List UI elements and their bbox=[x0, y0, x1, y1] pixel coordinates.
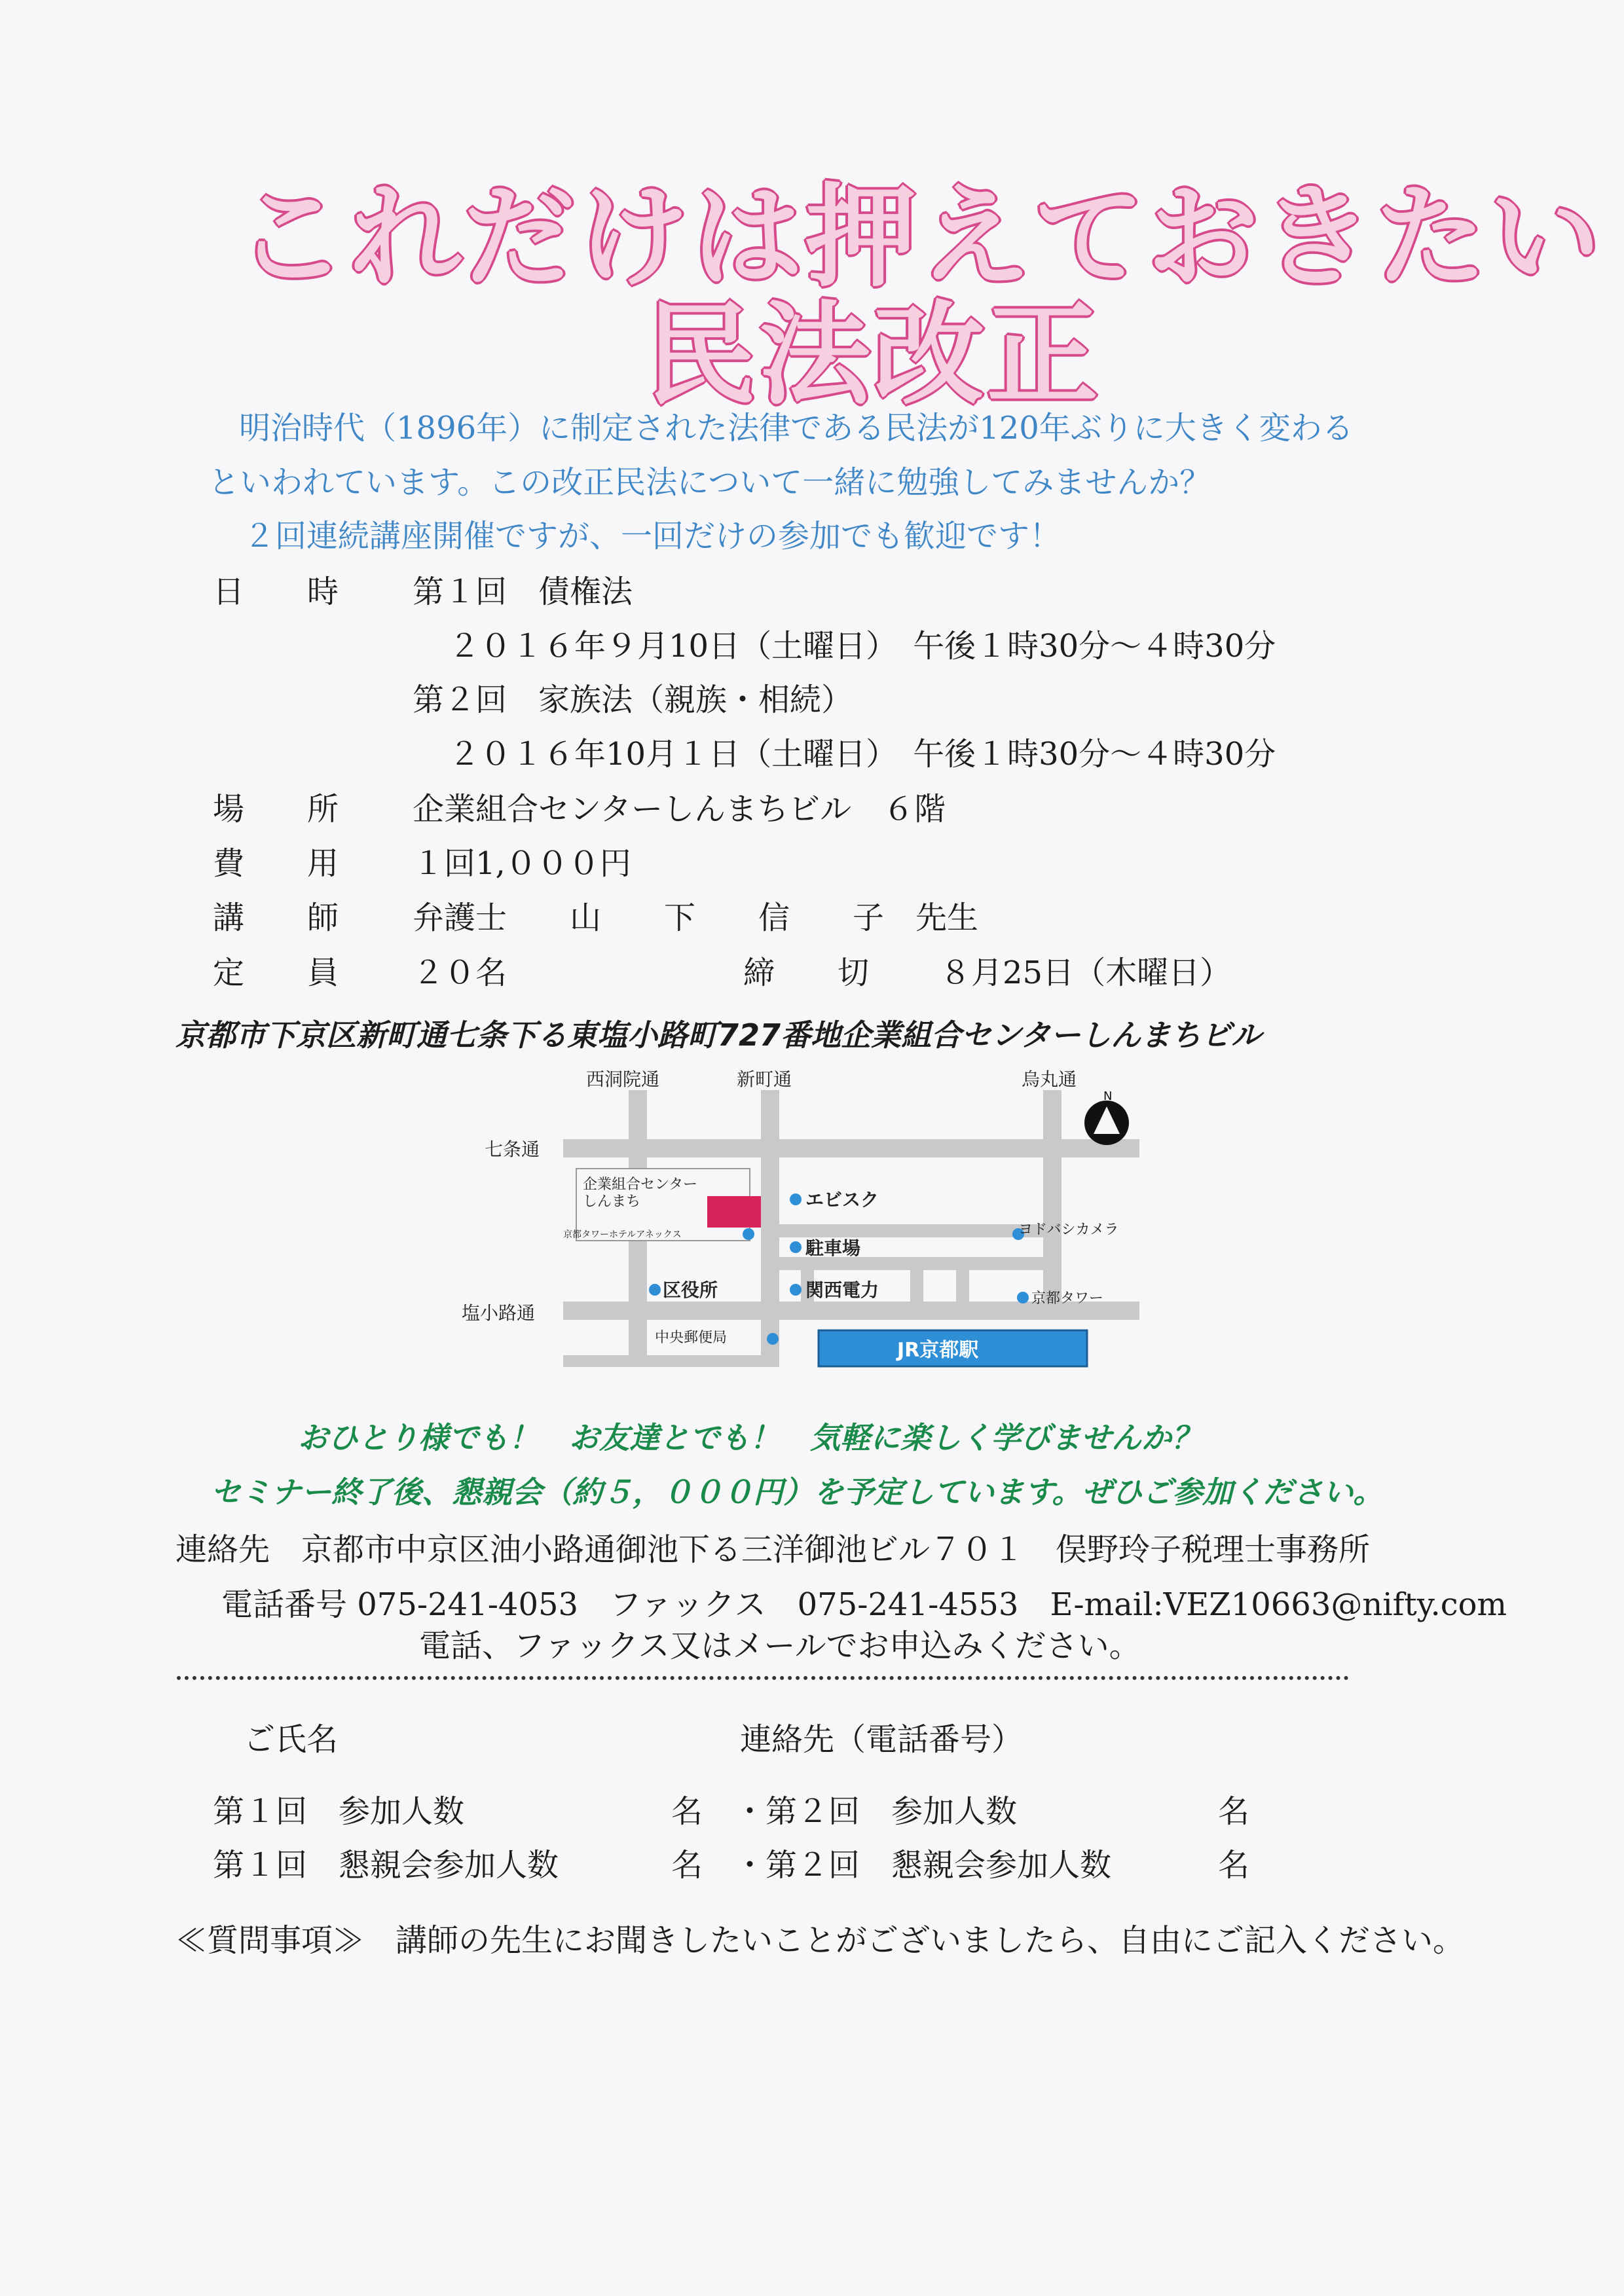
map-yodobashi: ヨドバシカメラ bbox=[1018, 1222, 1119, 1238]
venue-label: 場 所 bbox=[213, 791, 339, 828]
lecturer-label: 講 師 bbox=[213, 900, 339, 936]
access-map bbox=[458, 1061, 1153, 1375]
map-north: N bbox=[1103, 1089, 1113, 1103]
intro-line-3: ２回連続講座開催ですが、一回だけの参加でも歓迎です！ bbox=[244, 518, 1061, 555]
form-row2-mid: 名 ・第２回 懇親会参加人数 bbox=[671, 1847, 1112, 1884]
page-title: これだけは押えておきたい bbox=[236, 173, 1604, 302]
contact-instruction: 電話、ファックス又はメールでお申込みください。 bbox=[419, 1628, 1141, 1664]
venue-value: 企業組合センターしんまちビル ６階 bbox=[413, 791, 946, 828]
form-row2-right: 名 bbox=[1218, 1847, 1250, 1884]
map-venue-name-2: しんまち bbox=[583, 1194, 641, 1210]
form-name-label: ご氏名 bbox=[244, 1721, 339, 1758]
map-parking: 駐車場 bbox=[805, 1237, 861, 1259]
contact-phone-email: 電話番号 075-241-4053 ファックス 075-241-4553 E-mail:VEZ10663@nifty.com bbox=[221, 1586, 1507, 1623]
deadline-label: 締 切 bbox=[743, 955, 870, 991]
form-row2-left: 第１回 懇親会参加人数 bbox=[213, 1847, 559, 1884]
page-subtitle: 民法改正 bbox=[645, 291, 1101, 420]
session-1-title: 第１回 債権法 bbox=[413, 574, 633, 610]
venue-address: 京都市下京区新町通七条下る東塩小路町727番地企業組合センターしんまちビル bbox=[175, 1017, 1262, 1053]
form-row1-left: 第１回 参加人数 bbox=[213, 1793, 465, 1830]
cut-line bbox=[177, 1676, 1349, 1680]
form-row1-right: 名 bbox=[1218, 1793, 1250, 1830]
map-street-shichijo: 七条通 bbox=[485, 1139, 540, 1160]
fee-value: １回1,０００円 bbox=[413, 845, 631, 882]
map-kyoto-tower: 京都タワー bbox=[1031, 1290, 1104, 1307]
intro-line-1: 明治時代（1896年）に制定された法律である民法が120年ぶりに大きく変わる bbox=[239, 410, 1354, 446]
map-street-karasuma: 烏丸通 bbox=[1022, 1068, 1077, 1090]
map-street-nishinotoin: 西洞院通 bbox=[586, 1068, 660, 1090]
schedule-label: 日 時 bbox=[213, 574, 339, 610]
intro-line-2: といわれています。この改正民法について一緒に勉強してみませんか？ bbox=[208, 464, 1211, 501]
session-1-time: ２０１６年９月10日（土曜日） 午後１時30分～４時30分 bbox=[449, 628, 1276, 665]
session-2-time: ２０１６年10月１日（土曜日） 午後１時30分～４時30分 bbox=[449, 736, 1276, 773]
capacity-label: 定 員 bbox=[213, 955, 339, 991]
map-street-shiokoji: 塩小路通 bbox=[462, 1302, 536, 1324]
capacity-value: ２０名 bbox=[413, 955, 507, 991]
map-venue-name-1: 企業組合センター bbox=[583, 1176, 698, 1193]
invite-line-2: セミナー終了後、懇親会（約５，０００円）を予定しています。ぜひご参加ください。 bbox=[211, 1474, 1384, 1510]
map-hotel: 京都タワーホテルアネックス bbox=[563, 1230, 682, 1240]
map-station: JR京都駅 bbox=[897, 1339, 979, 1362]
session-2-title: 第２回 家族法（親族・相続） bbox=[413, 682, 853, 718]
map-ebisuku: エビスク bbox=[805, 1189, 879, 1211]
venue-marker bbox=[707, 1196, 761, 1228]
deadline-value: ８月25日（木曜日） bbox=[940, 955, 1232, 991]
form-phone-label: 連絡先（電話番号） bbox=[740, 1721, 1024, 1758]
lecturer-value: 弁護士 山 下 信 子 先生 bbox=[413, 900, 979, 936]
form-questions: ≪質問事項≫ 講師の先生にお聞きしたいことがございましたら、自由にご記入ください。 bbox=[175, 1922, 1465, 1959]
map-street-shinmachi: 新町通 bbox=[737, 1068, 792, 1090]
map-post-office: 中央郵便局 bbox=[655, 1330, 728, 1346]
map-kansai-electric: 関西電力 bbox=[805, 1279, 879, 1301]
form-row1-mid: 名 ・第２回 参加人数 bbox=[671, 1793, 1018, 1830]
fee-label: 費 用 bbox=[213, 845, 339, 882]
map-ward-office: 区役所 bbox=[663, 1279, 718, 1301]
contact-address: 連絡先 京都市中京区油小路通御池下る三洋御池ビル７０１ 俣野玲子税理士事務所 bbox=[175, 1531, 1371, 1568]
invite-line-1: おひとり様でも！ お友達とでも！ 気軽に楽しく学びませんか？ bbox=[298, 1420, 1202, 1455]
